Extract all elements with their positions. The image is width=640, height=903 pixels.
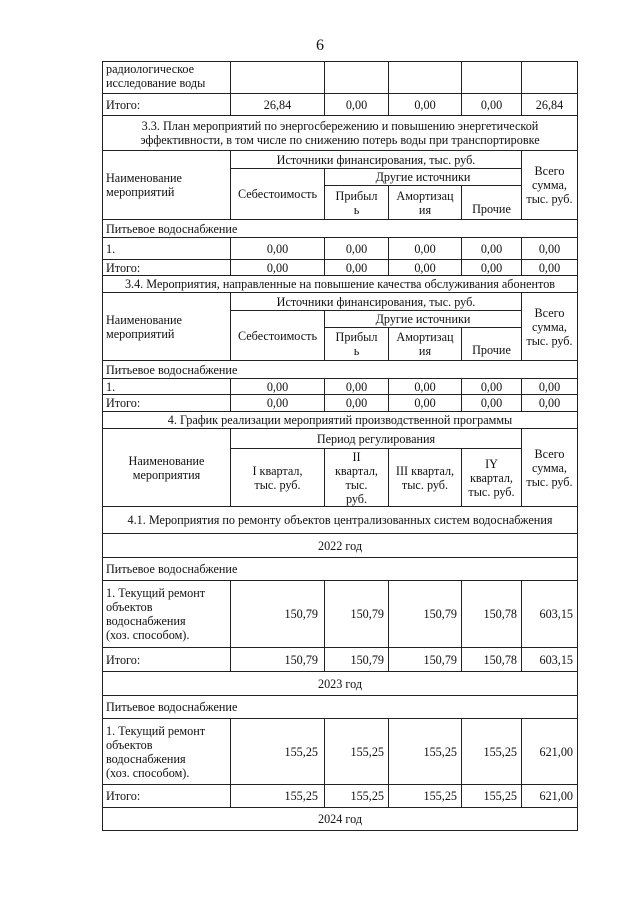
header-row: Прибыл ь Амортизац ия Прочие: [103, 328, 578, 361]
group-row: Питьевое водоснабжение: [103, 696, 578, 719]
table-row: 1. 0,00 0,00 0,00 0,00 0,00: [103, 379, 578, 395]
table-row: 1. Текущий ремонт объектов водоснабжения (хоз. способом). 150,79 150,79 150,79 150,78 603,15: [103, 581, 578, 648]
section-title: 3.4. Мероприятия, направленные на повышение качества обслуживания абонентов: [103, 276, 578, 293]
section-title: 3.3. План мероприятий по энергосбережению и повышению энергетической эффективности, в том числе по снижению потерь воды при транспортировке: [103, 116, 578, 151]
table-row: 1. Текущий ремонт объектов водоснабжения (хоз. способом). 155,25 155,25 155,25 155,25 621,00: [103, 719, 578, 785]
table-row: [103, 62, 578, 94]
total-row: Итого: 26,84 0,00 0,00 0,00 26,84: [103, 94, 578, 116]
group-row: Питьевое водоснабжение: [103, 361, 578, 379]
total-row: Итого: 0,00 0,00 0,00 0,00 0,00: [103, 395, 578, 412]
group-row: Питьевое водоснабжение: [103, 558, 578, 581]
section-title: 4. График реализации мероприятий производственной программы: [103, 412, 578, 429]
group-row: Питьевое водоснабжение: [103, 220, 578, 238]
header-row: Прибыл ь Амортизац ия Прочие: [103, 186, 578, 220]
header-row: Наименование мероприятия Период регулирования Всего сумма, тыс. руб.: [103, 429, 578, 449]
program-table: [102, 61, 578, 831]
total-row: Итого: 150,79 150,79 150,79 150,78 603,15: [103, 648, 578, 672]
year-row: 2023 год: [103, 672, 578, 696]
header-row: I квартал, тыс. руб. II квартал, тыс. руб. III квартал, тыс. руб. IY квартал, тыс. руб.: [103, 449, 578, 507]
header-row: Себестоимость Другие источники: [103, 169, 578, 186]
total-row: Итого: 155,25 155,25 155,25 155,25 621,00: [103, 785, 578, 808]
header-row: Себестоимость Другие источники: [103, 311, 578, 328]
table-row: 1. 0,00 0,00 0,00 0,00 0,00: [103, 238, 578, 260]
row-label: радиологическое исследование воды: [103, 62, 231, 94]
year-row: 2022 год: [103, 534, 578, 558]
year-row: 2024 год: [103, 808, 578, 831]
header-row: Наименование мероприятий Источники финансирования, тыс. руб. Всего сумма, тыс. руб.: [103, 293, 578, 311]
total-row: Итого: 0,00 0,00 0,00 0,00 0,00: [103, 260, 578, 276]
header-row: Наименование мероприятий Источники финансирования, тыс. руб. Всего сумма, тыс. руб.: [103, 151, 578, 169]
sub-section-title: 4.1. Мероприятия по ремонту объектов централизованных систем водоснабжения: [103, 507, 578, 534]
page-number: 6: [316, 37, 324, 54]
